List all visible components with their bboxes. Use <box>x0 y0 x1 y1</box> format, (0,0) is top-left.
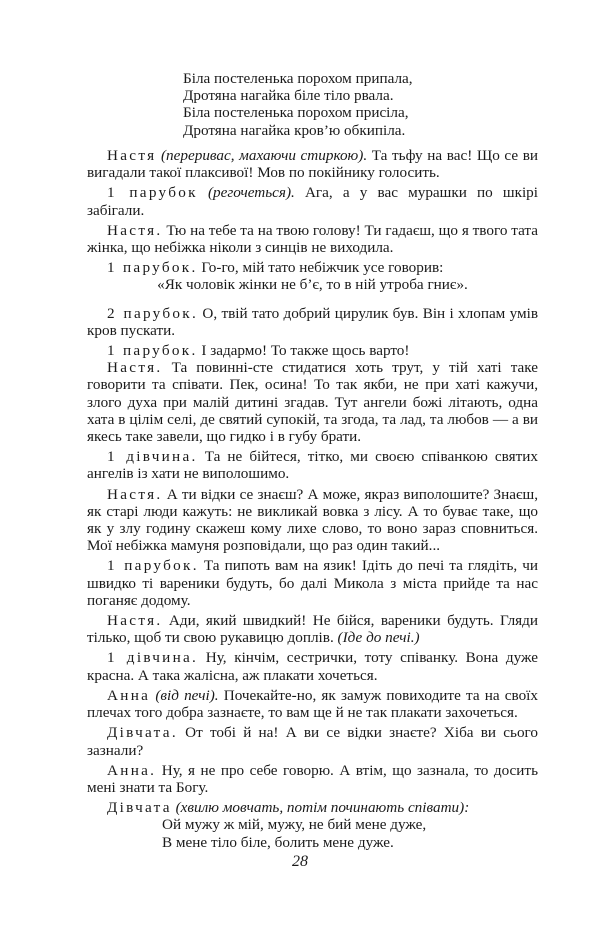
page-number: 28 <box>292 853 308 870</box>
speaker-name: Настя. <box>107 612 163 630</box>
speaker-name: Настя <box>107 147 157 164</box>
speaker-name: Анна. <box>107 761 157 779</box>
speech-text: Ага, а у вас мурашки по шкірі забігали. <box>87 184 538 219</box>
paragraph <box>87 687 538 721</box>
speech-text: Та пипоть вам на язик! Ідіть до печі та глядіть, чи швидко ті вареники будуть, бо далі Микола з міста прийде та нас поганяє додому. <box>87 557 539 609</box>
paragraph <box>87 762 538 796</box>
poem-bottom <box>162 816 600 850</box>
speaker-name: 1 парубок. <box>107 259 198 277</box>
stage-direction: (хвилю мовчать, потім починають співати): <box>175 799 470 817</box>
poem-line: Дротяна нагайка кров’ю обкипіла. <box>183 121 406 139</box>
speech-text: І задармо! То также щось варто! <box>201 342 410 360</box>
poem-top <box>183 70 413 139</box>
speech-text: Ну, кінчім, сестрички, тоту співанку. Вона дуже красна. А така жалісна, аж плакати хочеться. <box>87 649 538 684</box>
paragraph <box>87 147 538 181</box>
paragraph <box>87 184 538 218</box>
speech-text: О, твій тато добрий цирулик був. Він і хлопам умів кров пускати. <box>87 304 539 339</box>
paragraph <box>87 486 538 555</box>
speaker-name: 1 парубок. <box>107 557 199 575</box>
speech-text: От тобі й на! А ви се відки знаєте? Хіба ви сього зазнали? <box>87 724 538 759</box>
speech-text: Го-го, мій тато небіжчик усе говорив: <box>201 259 444 277</box>
speaker-name: 1 парубок. <box>107 342 198 360</box>
paragraph <box>87 359 538 445</box>
speech-text: Ади, який швидкий! Не бійся, вареники будуть. Гляди тілько, щоб ти свою рукавицю доплів. <box>87 612 538 647</box>
paragraph <box>87 259 538 276</box>
speech-text: Та не бійтеся, тітко, ми своєю співанкою святих ангелів із хати не виполошимо. <box>87 448 538 483</box>
paragraph <box>87 342 538 359</box>
speaker-name: 1 парубок <box>107 184 198 202</box>
poem-line: Ой мужу ж мій, мужу, не бий мене дуже, <box>162 816 427 834</box>
paragraph <box>87 305 538 339</box>
dialogue-body <box>87 147 538 851</box>
speaker-name: Дівчата. <box>107 724 178 742</box>
paragraph <box>87 448 538 482</box>
speech-text: Тю на тебе та на твою голову! Ти гадаєш, що я твого тата жінка, що небіжка ніколи з синців не виходила. <box>87 221 539 257</box>
paragraph <box>87 799 538 816</box>
speaker-name: 1 дівчина. <box>107 649 199 667</box>
speaker-name: Настя. <box>107 359 163 377</box>
speech-text: Та тьфу на вас! Що се ви вигадали такої плаксивої! Мов по покійнику голосить. <box>87 147 538 182</box>
poem-line: Дротяна нагайка біле тіло рвала. <box>183 87 394 105</box>
speaker-name: Анна <box>107 686 151 704</box>
speech-text: Та повинні-сте стидатися хоть трут, у тій хаті таке говорити та співати. Пек, осина! То так якби, не при хаті кажучи, злого духа при малій дитині згадав. Тут ангели божі літають, одна хата в цілім селі, де святий супокій, та згода, та лад, та любов — а ви якесь таке завели, що гидко і в губу брати. <box>87 359 539 446</box>
paragraph <box>87 612 538 646</box>
stage-direction: (Іде до печі.) <box>337 629 420 647</box>
quoted-saying: «Як чоловік жінки не б’є, то в ній утроба гниє». <box>157 276 468 294</box>
speech-text: Почекайте-но, як замуж повиходите та на своїх плечах того добра зазнаєте, то вам ще й не так плакати захочеться. <box>87 686 538 722</box>
stage-direction: (регочеться). <box>207 184 295 202</box>
poem-line: Біла постеленька порохом припала, <box>183 70 413 87</box>
speaker-name: 1 дівчина. <box>107 448 198 466</box>
paragraph <box>87 724 538 758</box>
speaker-name: Настя. <box>107 221 163 239</box>
speech-text: А ти відки се знаєш? А може, якраз виполошите? Знаєш, як старі люди кажуть: не викликай вовка з лісу. А то буває таке, що як у злу годину скажеш кому лихе слово, то воно зараз сповниться. Мої небіжка мамуня розповідали, що раз один такий... <box>87 485 539 555</box>
stage-direction: (переривас, махаючи стиркою). <box>161 147 368 164</box>
stage-direction: (від печі). <box>155 686 219 704</box>
speaker-name: Дівчата <box>107 799 172 817</box>
poem-line: В мене тіло біле, болить мене дуже. <box>162 833 394 851</box>
speech-text: Ну, я не про себе говорю. А втім, що зазнала, то досить мені знати та Богу. <box>87 761 538 796</box>
paragraph <box>87 557 538 609</box>
speaker-name: Настя. <box>107 485 163 503</box>
paragraph <box>87 649 538 683</box>
paragraph <box>87 222 538 256</box>
speaker-name: 2 парубок. <box>107 304 199 322</box>
poem-line: Біла постеленька порохом присіла, <box>183 104 409 122</box>
